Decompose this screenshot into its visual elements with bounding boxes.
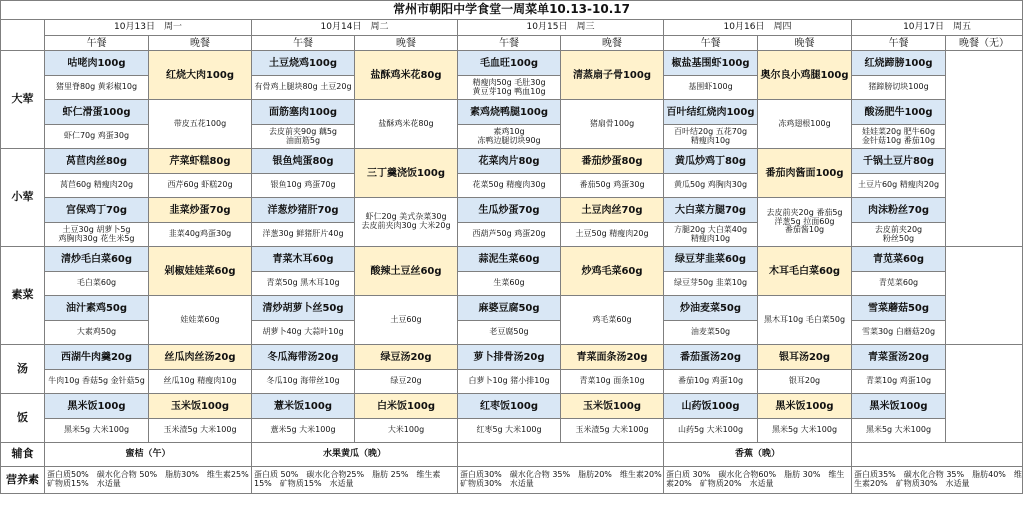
ingredients (45, 223, 149, 247)
dish-name: 素鸡烧鸭腿100g (458, 100, 561, 125)
ingredients: 娃娃菜60g (149, 296, 252, 345)
ingredients (758, 198, 852, 247)
ingredients: 有骨鸡上腿块80g 土豆20g (252, 76, 355, 100)
dish-name: 千锅土豆片80g (852, 149, 946, 174)
dish-name: 绿豆汤20g (355, 345, 458, 370)
ingredients: 猪扇骨100g (561, 100, 664, 149)
dish-name: 萝卜排骨汤20g (458, 345, 561, 370)
dish-name: 黄瓜炒鸡丁80g (664, 149, 758, 174)
ingredients: 土豆片60g 精瘦肉20g (852, 174, 946, 198)
dish-name: 莴苣肉丝80g (45, 149, 149, 174)
ingredients: 西葫芦50g 鸡蛋20g (458, 223, 561, 247)
ingredients: 土豆50g 精瘦肉20g (561, 223, 664, 247)
meal-header-lunch: 午餐 (664, 36, 758, 51)
dish-name: 花菜肉片80g (458, 149, 561, 174)
ingredients: 莴苣60g 精瘦肉20g (45, 174, 149, 198)
ingredient-line: 鸡胸肉30g 花生米5g (58, 233, 135, 243)
ingredients: 土豆60g (355, 296, 458, 345)
dish-name: 白米饭100g (355, 394, 458, 419)
dish-name: 黑米饭100g (758, 394, 852, 419)
dish-name: 绿豆芽韭菜60g (664, 247, 758, 272)
ingredients: 丝瓜10g 精瘦肉10g (149, 370, 252, 394)
dish-name: 椒盐基围虾100g (664, 51, 758, 76)
ingredients: 绿豆芽50g 韭菜10g (664, 272, 758, 296)
ingredients: 番茄50g 鸡蛋30g (561, 174, 664, 198)
nutrition-wed: 蛋白质30% 碳水化合物 35% 脂肪20% 维生素20% 矿物质30% 水适量 (458, 467, 664, 494)
ingredients: 毛白菜60g (45, 272, 149, 296)
dish-name: 玉米饭100g (149, 394, 252, 419)
ingredients: 基围虾100g (664, 76, 758, 100)
ingredient-line: 金针菇10g 番茄10g (861, 135, 936, 145)
meal-header-dinner-none: 晚餐（无） (946, 36, 1023, 51)
dish-name: 土豆烧鸡100g (252, 51, 355, 76)
ingredients: 带皮五花100g (149, 100, 252, 149)
ingredient-line: 娃娃菜20g 肥牛60g (861, 126, 936, 136)
dish-name: 宫保鸡丁70g (45, 198, 149, 223)
dish-name: 雪菜蘑菇50g (852, 296, 946, 321)
ingredients: 绿豆20g (355, 370, 458, 394)
dish-name: 清蒸扇子骨100g (561, 51, 664, 100)
dish-name: 青菜蛋汤20g (852, 345, 946, 370)
dish-name: 冬瓜海带汤20g (252, 345, 355, 370)
dish-name: 红烧蹄膀100g (852, 51, 946, 76)
dish-name: 丝瓜肉丝汤20g (149, 345, 252, 370)
day-header-wed: 10月15日 周三 (458, 20, 664, 36)
empty-cell (946, 51, 1023, 247)
ingredient-line: 方腿20g 大白菜40g (673, 224, 748, 234)
day-header-thu: 10月16日 周四 (664, 20, 852, 36)
ingredients: 番茄10g 鸡蛋10g (664, 370, 758, 394)
ingredients: 洋葱30g 鲜猪肝片40g (252, 223, 355, 247)
ingredients: 大素鸡50g (45, 321, 149, 345)
ingredients: 花菜50g 精瘦肉30g (458, 174, 561, 198)
nutrition-fri: 蛋白质35% 碳水化合物 35% 脂肪40% 维生素20% 矿物质30% 水适量 (852, 467, 1023, 494)
ingredients: 黑米5g 大米100g (758, 419, 852, 443)
fushi-mon: 蜜桔（午） (45, 443, 252, 467)
dish-name: 三丁羹浇饭100g (355, 149, 458, 198)
day-header-mon: 10月13日 周一 (45, 20, 252, 36)
ingredients: 牛肉10g 香菇5g 金针菇5g (45, 370, 149, 394)
dish-name: 番茄炒蛋80g (561, 149, 664, 174)
dish-name: 酸汤肥牛100g (852, 100, 946, 125)
meal-header-lunch: 午餐 (458, 36, 561, 51)
meal-header-dinner: 晚餐 (561, 36, 664, 51)
ingredients: 冬瓜10g 海带丝10g (252, 370, 355, 394)
meal-header-dinner: 晚餐 (149, 36, 252, 51)
dish-name: 玉米饭100g (561, 394, 664, 419)
ingredients: 猪里脊80g 黄彩椒10g (45, 76, 149, 100)
dish-name: 生瓜炒蛋70g (458, 198, 561, 223)
ingredients (355, 198, 458, 247)
ingredients: 韭菜40g鸡蛋30g (149, 223, 252, 247)
meal-header-lunch: 午餐 (852, 36, 946, 51)
day-header-tue: 10月14日 周二 (252, 20, 458, 36)
ingredients: 老豆腐50g (458, 321, 561, 345)
page-title: 常州市朝阳中学食堂一周菜单10.13-10.17 (1, 1, 1023, 20)
ingredient-line: 去皮前夹20g 番茄5g (766, 207, 843, 217)
ingredients (458, 125, 561, 149)
category-fan: 饭 (1, 394, 45, 443)
ingredients: 银耳20g (758, 370, 852, 394)
ingredients: 胡萝卜40g 大蒜叶10g (252, 321, 355, 345)
dish-name: 肉沫粉丝70g (852, 198, 946, 223)
ingredients: 雪菜30g 白蘑菇20g (852, 321, 946, 345)
dish-name: 清炒毛白菜60g (45, 247, 149, 272)
dish-name: 盐酥鸡米花80g (355, 51, 458, 100)
dish-name: 山药饭100g (664, 394, 758, 419)
nutrition-mon: 蛋白质50% 碳水化合物 50% 脂肪30% 维生素25%矿物质15% 水适量 (45, 467, 252, 494)
ingredient-line: 虾仁20g 美式杂菜30g (365, 212, 447, 222)
dish-name: 青菜面条汤20g (561, 345, 664, 370)
ingredient-line: 去皮前夹20g (874, 224, 923, 234)
ingredients: 银鱼10g 鸡蛋70g (252, 174, 355, 198)
ingredients: 青菜10g 面条10g (561, 370, 664, 394)
ingredient-line: 番茄酱10g (784, 225, 825, 235)
ingredients: 冻鸡翅根100g (758, 100, 852, 149)
dish-name: 虾仁滑蛋100g (45, 100, 149, 125)
ingredients: 油麦菜50g (664, 321, 758, 345)
dish-name: 大白菜方腿70g (664, 198, 758, 223)
meal-header-lunch: 午餐 (252, 36, 355, 51)
dish-name: 咕咾肉100g (45, 51, 149, 76)
ingredient-line: 粉丝50g (882, 233, 915, 243)
dish-name: 面筋塞肉100g (252, 100, 355, 125)
ingredients: 黄瓜50g 鸡胸肉30g (664, 174, 758, 198)
dish-name: 银鱼炖蛋80g (252, 149, 355, 174)
ingredient-line: 冻鸭边腿切块90g (477, 135, 541, 145)
fushi-tue: 水果黄瓜（晚） (252, 443, 458, 467)
ingredients: 山药5g 大米100g (664, 419, 758, 443)
ingredients: 玉米渣5g 大米100g (561, 419, 664, 443)
ingredients (852, 125, 946, 149)
ingredients: 青苋菜60g (852, 272, 946, 296)
ingredients (252, 125, 355, 149)
ingredients: 玉米渣5g 大米100g (149, 419, 252, 443)
dish-name: 清炒胡萝卜丝50g (252, 296, 355, 321)
nutrition-tue: 蛋白质 50% 碳水化合物25% 脂肪 25% 维生素15% 矿物质15% 水适量 (252, 467, 458, 494)
ingredient-line: 精瘦肉10g (690, 233, 731, 243)
ingredient-line: 土豆30g 胡萝卜5g (62, 224, 131, 234)
corner-cell (1, 20, 45, 51)
dish-name: 黑米饭100g (852, 394, 946, 419)
ingredients: 青菜50g 黑木耳10g (252, 272, 355, 296)
ingredient-line: 黄豆芽10g 鸭血10g (472, 86, 546, 96)
category-tang: 汤 (1, 345, 45, 394)
ingredients: 薏米5g 大米100g (252, 419, 355, 443)
ingredient-line: 油面筋5g (285, 135, 321, 145)
ingredients: 猪蹄膀切块100g (852, 76, 946, 100)
dish-name: 蒜泥生菜60g (458, 247, 561, 272)
ingredient-line: 去皮前夹肉30g 大米20g (361, 221, 451, 230)
ingredients (852, 223, 946, 247)
ingredients: 盐酥鸡米花80g (355, 100, 458, 149)
category-dahun: 大荤 (1, 51, 45, 149)
ingredients: 西芹60g 虾糕20g (149, 174, 252, 198)
dish-name: 百叶结红烧肉100g (664, 100, 758, 125)
dish-name: 黑米饭100g (45, 394, 149, 419)
meal-header-dinner: 晚餐 (758, 36, 852, 51)
ingredients: 生菜60g (458, 272, 561, 296)
ingredients: 红枣5g 大米100g (458, 419, 561, 443)
dish-name: 银耳汤20g (758, 345, 852, 370)
dish-name: 剁椒娃娃菜60g (149, 247, 252, 296)
ingredients (664, 223, 758, 247)
dish-name: 炒鸡毛菜60g (561, 247, 664, 296)
empty-cell (946, 345, 1023, 443)
nutrition-thu: 蛋白质 30% 碳水化合物60% 脂肪 30% 维生素20% 矿物质20% 水适量 (664, 467, 852, 494)
ingredients (458, 76, 561, 100)
dish-name: 油汁素鸡50g (45, 296, 149, 321)
ingredient-line: 精瘦肉10g (690, 135, 731, 145)
dish-name: 红枣饭100g (458, 394, 561, 419)
dish-name: 毛血旺100g (458, 51, 561, 76)
dish-name: 薏米饭100g (252, 394, 355, 419)
dish-name: 奥尔良小鸡腿100g (758, 51, 852, 100)
dish-name: 土豆肉丝70g (561, 198, 664, 223)
dish-name: 洋葱炒猪肝70g (252, 198, 355, 223)
ingredient-line: 精瘦肉50g 毛肚30g (472, 77, 546, 87)
day-header-fri: 10月17日 周五 (852, 20, 1023, 36)
dish-name: 芹菜虾糕80g (149, 149, 252, 174)
dish-name: 红烧大肉100g (149, 51, 252, 100)
fushi-wed (458, 443, 664, 467)
category-fushi: 辅食 (1, 443, 45, 467)
ingredients: 青菜10g 鸡蛋10g (852, 370, 946, 394)
ingredient-line: 去皮前夹90g 藕5g (269, 126, 337, 136)
ingredients: 虾仁70g 鸡蛋30g (45, 125, 149, 149)
ingredients: 黑米5g 大米100g (852, 419, 946, 443)
category-yingyang: 营养素 (1, 467, 45, 494)
empty-cell (946, 247, 1023, 345)
ingredients: 黑米5g 大米100g (45, 419, 149, 443)
fushi-fri (852, 443, 1023, 467)
category-sucai: 素菜 (1, 247, 45, 345)
dish-name: 番茄肉酱面100g (758, 149, 852, 198)
dish-name: 番茄蛋汤20g (664, 345, 758, 370)
fushi-thu: 香蕉（晚） (664, 443, 852, 467)
ingredient-line: 洋葱5g 拉面60g (774, 216, 835, 226)
dish-name: 青苋菜60g (852, 247, 946, 272)
dish-name: 酸辣土豆丝60g (355, 247, 458, 296)
category-xiaohun: 小荤 (1, 149, 45, 247)
ingredient-line: 百叶结20g 五花70g (673, 126, 748, 136)
meal-header-lunch: 午餐 (45, 36, 149, 51)
dish-name: 木耳毛白菜60g (758, 247, 852, 296)
dish-name: 韭菜炒蛋70g (149, 198, 252, 223)
ingredients: 白萝卜10g 猪小排10g (458, 370, 561, 394)
dish-name: 青菜木耳60g (252, 247, 355, 272)
ingredients: 大米100g (355, 419, 458, 443)
ingredients: 黑木耳10g 毛白菜50g (758, 296, 852, 345)
dish-name: 西湖牛肉羹20g (45, 345, 149, 370)
meal-header-dinner: 晚餐 (355, 36, 458, 51)
ingredients (664, 125, 758, 149)
ingredient-line: 素鸡10g (493, 126, 525, 136)
dish-name: 麻婆豆腐50g (458, 296, 561, 321)
ingredients: 鸡毛菜60g (561, 296, 664, 345)
dish-name: 炒油麦菜50g (664, 296, 758, 321)
